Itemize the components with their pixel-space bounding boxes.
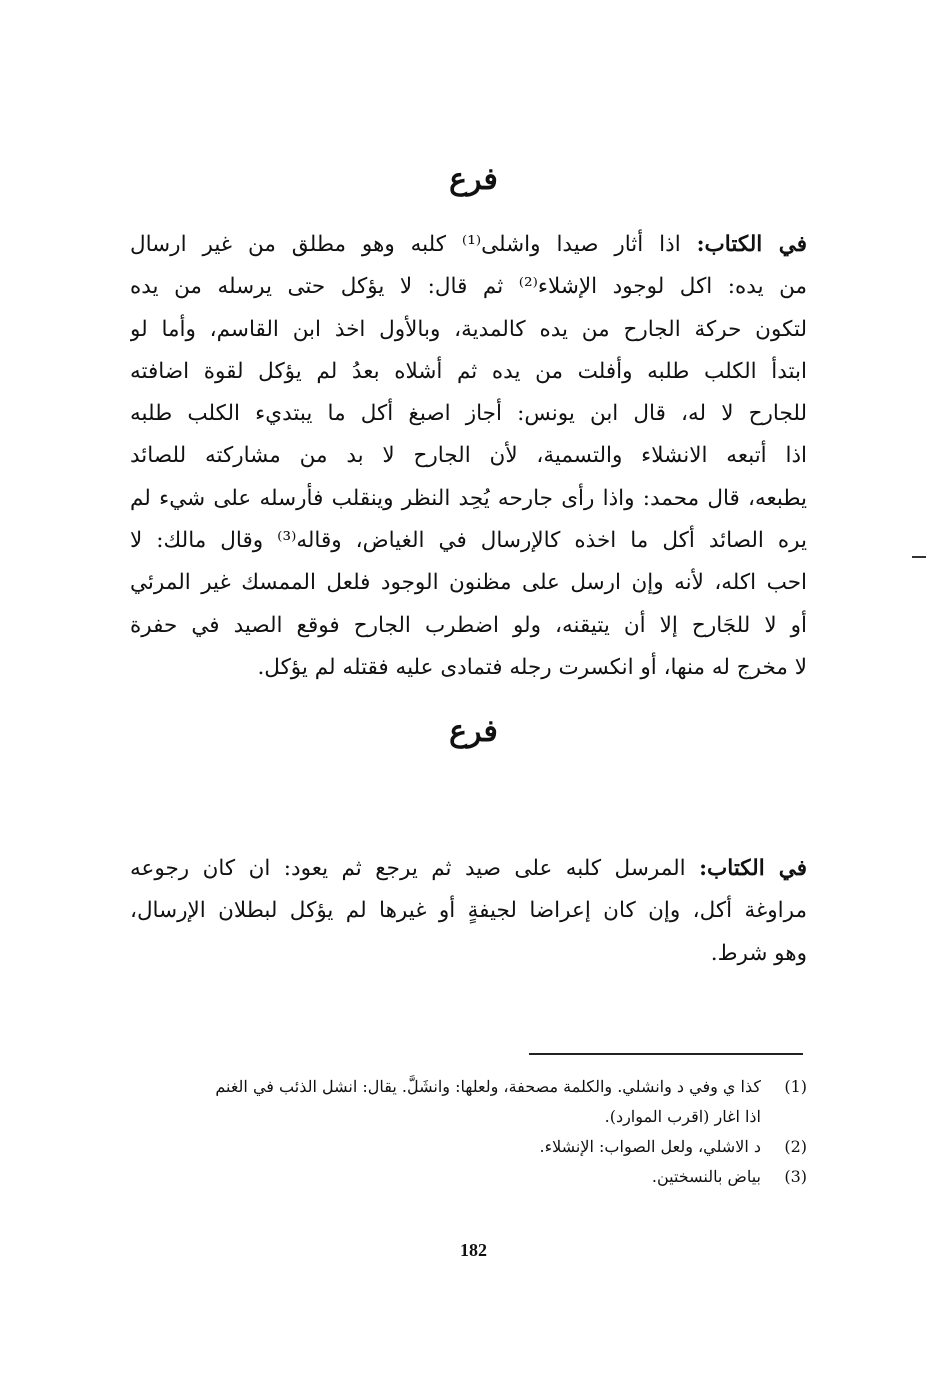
footnote-text: بياض بالنسختين. (651, 1167, 761, 1186)
paragraph-line: أو لا للجَارح إلا أن يتيقنه، ولو اضطرب الجارح فوقع الصيد في حفرة (130, 612, 807, 638)
margin-mark (912, 556, 926, 558)
paragraph-line: لتكون حركة الجارح من يده كالمدية، وبالأول اخذ ابن القاسم، وأما لو (130, 316, 807, 342)
section-heading-1: فرع (449, 162, 498, 197)
paragraph-1 (130, 224, 807, 689)
footnotes (130, 1072, 807, 1192)
footnote-divider (529, 1053, 803, 1055)
footnote-text: د الاشلي، ولعل الصواب: الإنشلاء. (539, 1137, 761, 1156)
paragraph-line: لا مخرج له منها، أو انكسرت رجله فتمادى عليه فقتله لم يؤكل. (257, 654, 807, 680)
paragraph-line: اذا أتبعه الانشلاء والتسمية، لأن الجارح لا بد من مشاركته للصائد (130, 443, 807, 469)
paragraph-line: يطبعه، قال محمد: واذا رأى جارحه يُحِد النظر وينقلب فأرسله على شيء لم (130, 485, 807, 511)
paragraph-line (130, 848, 807, 890)
paragraph-line: يره الصائد أكل ما اخذه كالإرسال في الغياض، وقاله⁽³⁾ وقال مالك: لا (130, 528, 807, 554)
footnote-3 (130, 1162, 807, 1192)
footnote-2 (130, 1132, 807, 1162)
paragraph-2 (130, 848, 807, 975)
paragraph-line: مراوغة أكل، وإن كان إعراضا لجيفةٍ أو غيرها لم يؤكل لبطلان الإرسال، (130, 898, 807, 924)
paragraph-line (130, 224, 807, 266)
paragraph-lead: في الكتاب: (696, 232, 807, 257)
footnote-1 (130, 1072, 807, 1102)
paragraph-line-text: المرسل كلبه على صيد ثم يرجع ثم يعود: ان كان رجوعه (130, 856, 700, 881)
paragraph-line: ابتدأ الكلب طلبه وأفلت من يده ثم أشلاه بعدُ لم يؤكل لقوة اضافته (130, 358, 807, 384)
paragraph-line: للجارح لا له، قال ابن يونس: أجاز اصبغ أكل ما يبتديء الكلب طلبه (130, 401, 807, 427)
paragraph-line: وهو شرط. (710, 940, 807, 966)
paragraph-line-text: اذا أثار صيدا واشلى⁽¹⁾ كلبه وهو مطلق من غير ارسال (130, 232, 697, 257)
footnote-number: (1) (784, 1077, 807, 1096)
page-number: 182 (460, 1240, 487, 1260)
paragraph-line: احب اكله، لأنه وإن ارسل على مظنون الوجود فلعل الممسك غير المرئي (130, 570, 807, 596)
footnote-text: كذا ي وفي د وانشلي. والكلمة مصحفة، ولعلها: وانشَلَّ. يقال: انشل الذئب في الغنم (215, 1077, 761, 1096)
footnote-1-continued: اذا اغار (اقرب الموارد). (604, 1107, 761, 1126)
paragraph-lead: في الكتاب: (699, 856, 807, 881)
footnote-number: (2) (784, 1137, 807, 1156)
footnote-number: (3) (784, 1167, 807, 1186)
paragraph-line: من يده: اكل لوجود الإشلاء⁽²⁾ ثم قال: لا يؤكل حتى يرسله من يده (130, 274, 807, 300)
section-heading-2: فرع (449, 714, 498, 749)
